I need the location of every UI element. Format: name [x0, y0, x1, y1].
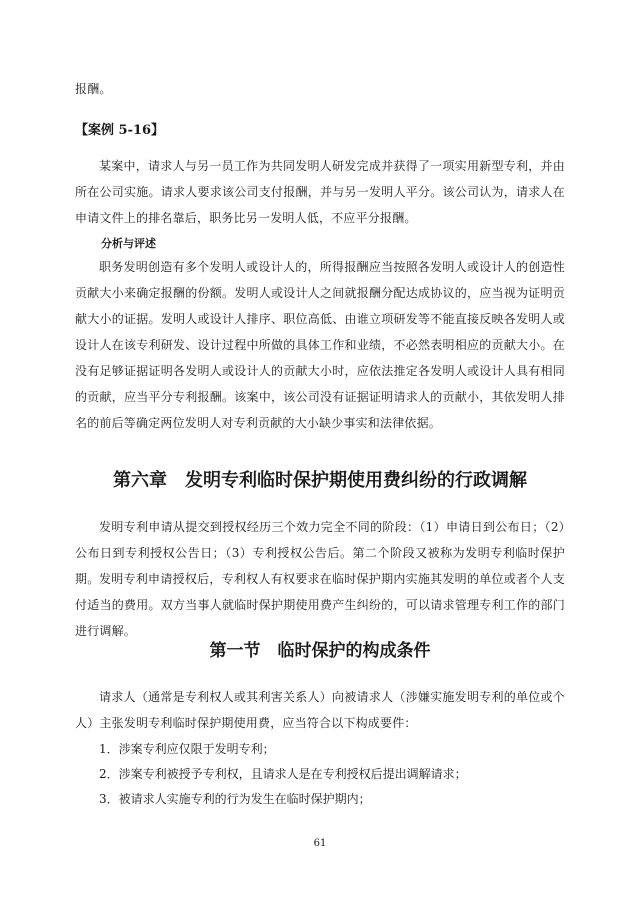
list-item: 2．涉案专利被授予专利权，且请求人是在专利授权后提出调解请求；	[99, 767, 467, 781]
chapter-title: 第六章 发明专利临时保护期使用费纠纷的行政调解	[113, 470, 527, 491]
list-item: 3．被请求人实施专利的行为发生在临时保护期内；	[99, 792, 371, 806]
page-number: 61	[313, 838, 327, 849]
list-item: 1．涉案专利应仅限于发明专利；	[99, 742, 275, 756]
intro-tail-paragraph: 报酬。	[75, 82, 112, 96]
section-title: 第一节 临时保护的构成条件	[209, 641, 431, 661]
analysis-paragraph: 职务发明创造有多个发明人或设计人的，所得报酬应当按照各发明人或设计人的创造性贡献大小来确定报酬的份额。发明人或设计人之间就报酬分配达成协议的，应当视为证明贡献大小的证据。发明人或设计人排序、职位高低、由谁立项研发等不能直接反映各发明人或设计人在该专利研发、设计过程中所做的具体工作和业绩，不必然表明相应的贡献大小。在没有足够证据证明各发明人或设计人的贡献大小时，应依法推定各发明人或设计人具有相同的贡献，应当平分专利报酬。该案中，该公司没有证据证明请求人的贡献小，其依发明人排名的前后等确定两位发明人对专利贡献的大小缺少事实和法律依据。	[75, 260, 565, 430]
chapter-paragraph-1: 发明专利申请从提交到授权经历三个效力完全不同的阶段：（1）申请日到公布日；（2）公布日到专利授权公告日；（3）专利授权公告后。第二个阶段又被称为发明专利临时保护期。	[75, 520, 565, 586]
analysis-label: 分析与评述	[101, 237, 156, 250]
case-label: 【案例 5-16】	[75, 123, 165, 138]
section-paragraph: 请求人（通常是专利权人或其利害关系人）向被请求人（涉嫌实施发明专利的单位或个人）主张发明专利临时保护期使用费，应当符合以下构成要件：	[75, 690, 565, 730]
chapter-paragraph-2: 发明专利申请授权后，专利权人有权要求在临时保护期内实施其发明的单位或者个人支付适当的费用。双方当事人就临时保护期使用费产生纠纷的，可以请求管理专利工作的部门进行调解。	[75, 572, 565, 638]
case-paragraph: 某案中，请求人与另一员工作为共同发明人研发完成并获得了一项实用新型专利，并由所在公司实施。请求人要求该公司支付报酬，并与另一发明人平分。该公司认为，请求人在申请文件上的排名靠后，职务比另一发明人低，不应平分报酬。	[75, 159, 565, 225]
